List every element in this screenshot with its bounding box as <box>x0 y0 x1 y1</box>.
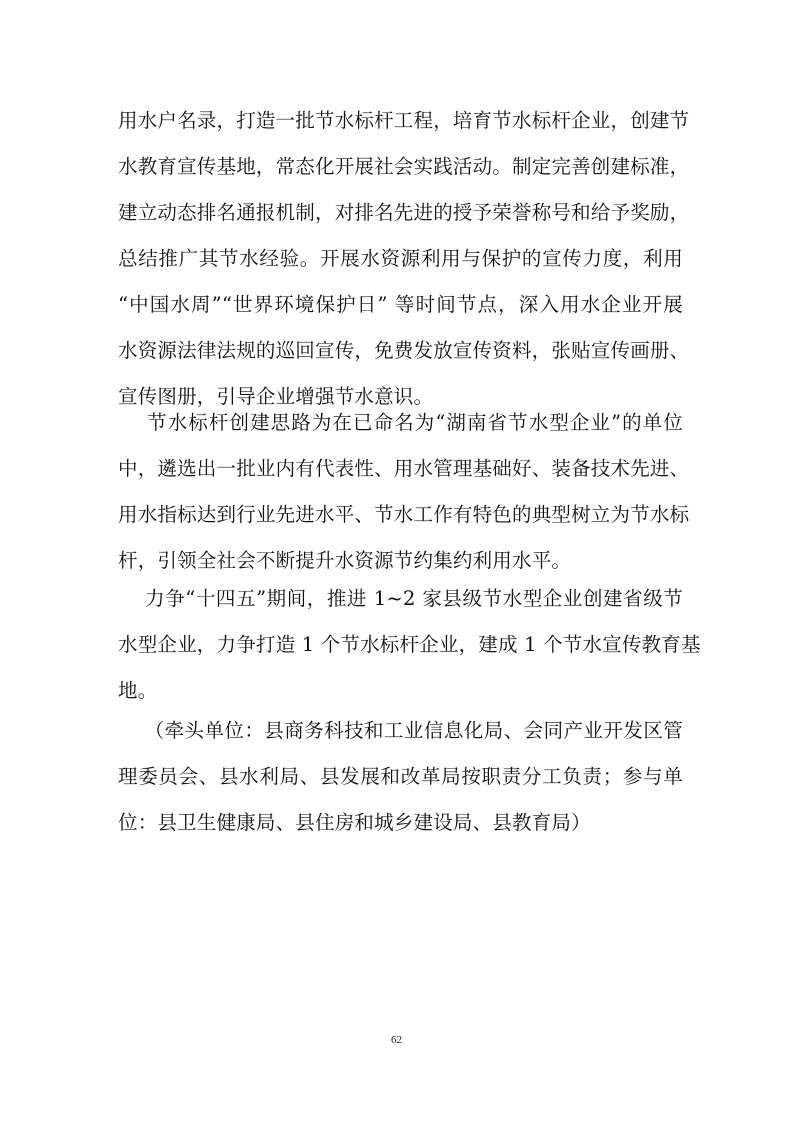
text-line: 水型企业，力争打造 1 个节水标杆企业，建成 1 个节水宣传教育基 <box>118 633 701 656</box>
text-line: 力争“十四五”期间，推进 1~2 家县级节水型企业创建省级节 <box>118 587 683 610</box>
text-line: （牵头单位：县商务科技和工业信息化局、会同产业开发区管 <box>118 719 683 742</box>
text-line: 位：县卫生健康局、县住房和城乡建设局、县教育局） <box>118 811 591 834</box>
text-line: 理委员会、县水利局、县发展和改革局按职责分工负责；参与单 <box>118 765 683 788</box>
text-line: 节水标杆创建思路为在已命名为“湖南省节水型企业”的单位 <box>118 411 683 434</box>
page-number: 62 <box>391 1034 402 1046</box>
paragraph-14th-five-year-goal <box>118 576 701 714</box>
text-line: 杆，引领全社会不断提升水资源节约集约利用水平。 <box>118 549 572 572</box>
text-line: 水教育宣传基地，常态化开展社会实践活动。制定完善创建标准， <box>118 155 690 178</box>
text-line: 中，遴选出一批业内有代表性、用水管理基础好、装备技术先进、 <box>118 457 690 480</box>
paragraph-publicity <box>118 98 690 420</box>
text-line: 用水指标达到行业先进水平、节水工作有特色的典型树立为节水标 <box>118 503 690 526</box>
text-line: 地。 <box>118 679 158 702</box>
text-line: 水资源法律法规的巡回宣传，免费发放宣传资料，张贴宣传画册、 <box>118 339 690 362</box>
paragraph-responsible-units <box>118 708 683 846</box>
text-line: 用水户名录，打造一批节水标杆工程，培育节水标杆企业，创建节 <box>118 109 690 132</box>
text-line: “中国水周”“世界环境保护日” 等时间节点，深入用水企业开展 <box>118 293 683 316</box>
text-line: 宣传图册，引导企业增强节水意识。 <box>118 385 434 408</box>
text-line: 建立动态排名通报机制，对排名先进的授予荣誉称号和给予奖励， <box>118 201 690 224</box>
paragraph-benchmark-approach <box>118 400 690 584</box>
text-line: 总结推广其节水经验。开展水资源利用与保护的宣传力度，利用 <box>118 247 683 270</box>
